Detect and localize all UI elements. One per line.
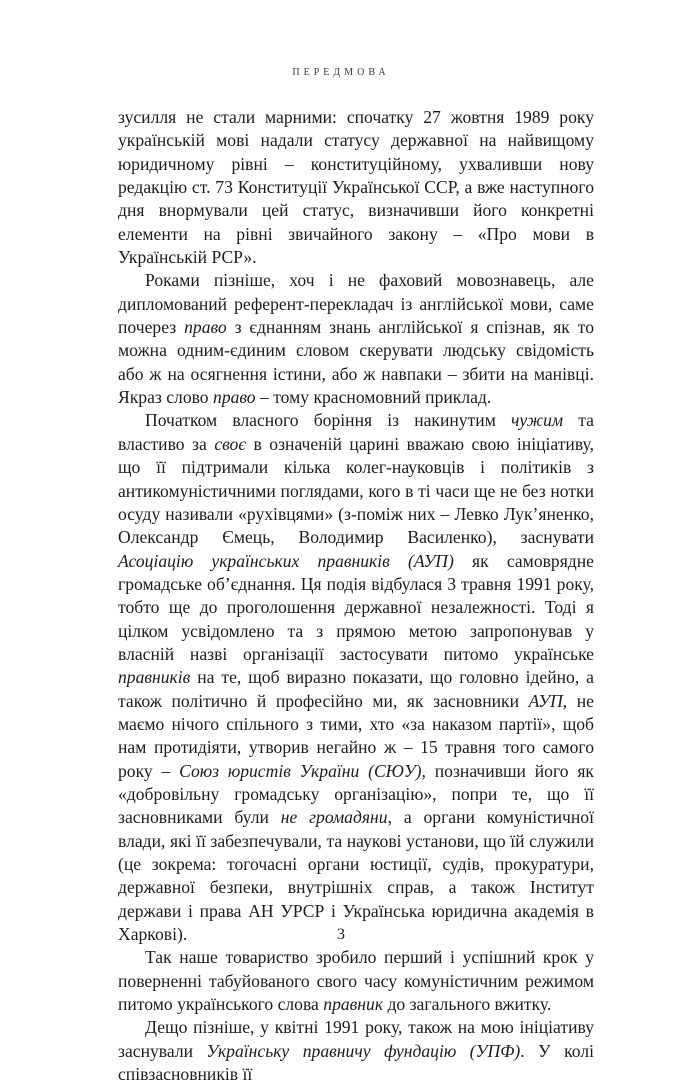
italic-term: своє — [214, 433, 246, 454]
text-run: , а органи комуністичної влади, які її забезпечували, та наукові установи, що їй служили (це зокрема: тогочасні органи юстиції, судів, прокуратури, державної безпеки, внутрішніх справ, а також Інститут держави і права АН УРСР і Українська юридична академія в Харкові). — [118, 807, 594, 945]
italic-term: АУП — [528, 690, 563, 711]
paragraph — [118, 269, 594, 409]
italic-term: не громадяни — [280, 807, 388, 828]
text-run: , позначивши його як «добровільну громадську організацію», попри те, що її засновниками були — [118, 760, 594, 828]
text-run: . У колі співзасновників її — [118, 1040, 594, 1085]
text-run: Початком власного боріння із накинутим — [145, 410, 511, 431]
text-run: на те, щоб виразно показати, що головно ідейно, а також політично й професійно ми, як засновники — [118, 667, 594, 711]
text-run: до загального вжитку. — [383, 994, 552, 1015]
text-run: з єднанням знань англійської я спізнав, як то можна одним-єдиним словом скерувати людську свідомість або ж на осягнення істини, або ж навпаки – збити на манівці. Якраз слово — [118, 317, 594, 408]
paragraph — [118, 1016, 594, 1086]
italic-term: правників — [118, 667, 191, 688]
italic-term: Асоціацію українських правників (АУП) — [118, 550, 454, 571]
paragraph — [118, 946, 594, 1016]
italic-term: право — [184, 317, 227, 338]
text-run: – тому красномовний приклад. — [255, 387, 492, 408]
page-number: 3 — [337, 926, 345, 943]
text-run: зусилля не стали марними: спочатку 27 жовтня 1989 року українській мові надали статусу державної на найвищому юридичному рівні – конституційному, ухваливши нову редакцію ст. 73 Конституції Української ССР, а вже наступного дня внормували цей статус, визначивши його конкретні елементи на рівні звичайного закону – «Про мови в Українській РСР». — [118, 107, 594, 268]
text-run: та властиво за — [118, 410, 594, 454]
text-run: Так наше товариство зробило перший і успішний крок у поверненні табуйованого свого часу комуністичним режимом питомо українського слова — [118, 947, 594, 1015]
text-run: як самоврядне громадське об’єднання. Ця подія відбулася 3 травня 1991 року, тобто ще до проголошення державної незалежності. Тоді я цілком усвідомлено та з прямою метою запропонував у власній назві організації застосувати питомо українське — [118, 550, 594, 664]
running-head: ПЕРЕДМОВА — [292, 67, 390, 78]
italic-term: Українську правничу фундацію (УПФ) — [206, 1040, 521, 1061]
italic-term: право — [213, 387, 256, 408]
text-run: Дещо пізніше, у квітні 1991 року, також на мою ініціативу заснували — [118, 1017, 594, 1061]
text-run: , не маємо нічого спільного з тими, хто «за наказом партії», щоб нам протидіяти, утворив негайно ж – 15 травня того самого року – — [118, 690, 594, 781]
italic-term: чужим — [510, 410, 564, 431]
text-run: Роками пізніше, хоч і не фаховий мовознавець, але дипломований референт-перекладач із англійської мови, саме почерез — [118, 270, 594, 338]
italic-term: Союз юристів України (СЮУ) — [179, 760, 422, 781]
paragraph — [118, 106, 594, 269]
paragraph — [118, 409, 594, 946]
text-run: в означеній царині вважаю свою ініціативу, що її підтримали кілька колег-науковців і політиків з антикомуністичними поглядами, кого в ті часи ще не без нотки осуду називали «рухівцями» (з-поміж них – Левко Лук’яненко, Олександр Ємець, Володимир Василенко), заснувати — [118, 433, 594, 548]
italic-term: правник — [323, 994, 384, 1015]
